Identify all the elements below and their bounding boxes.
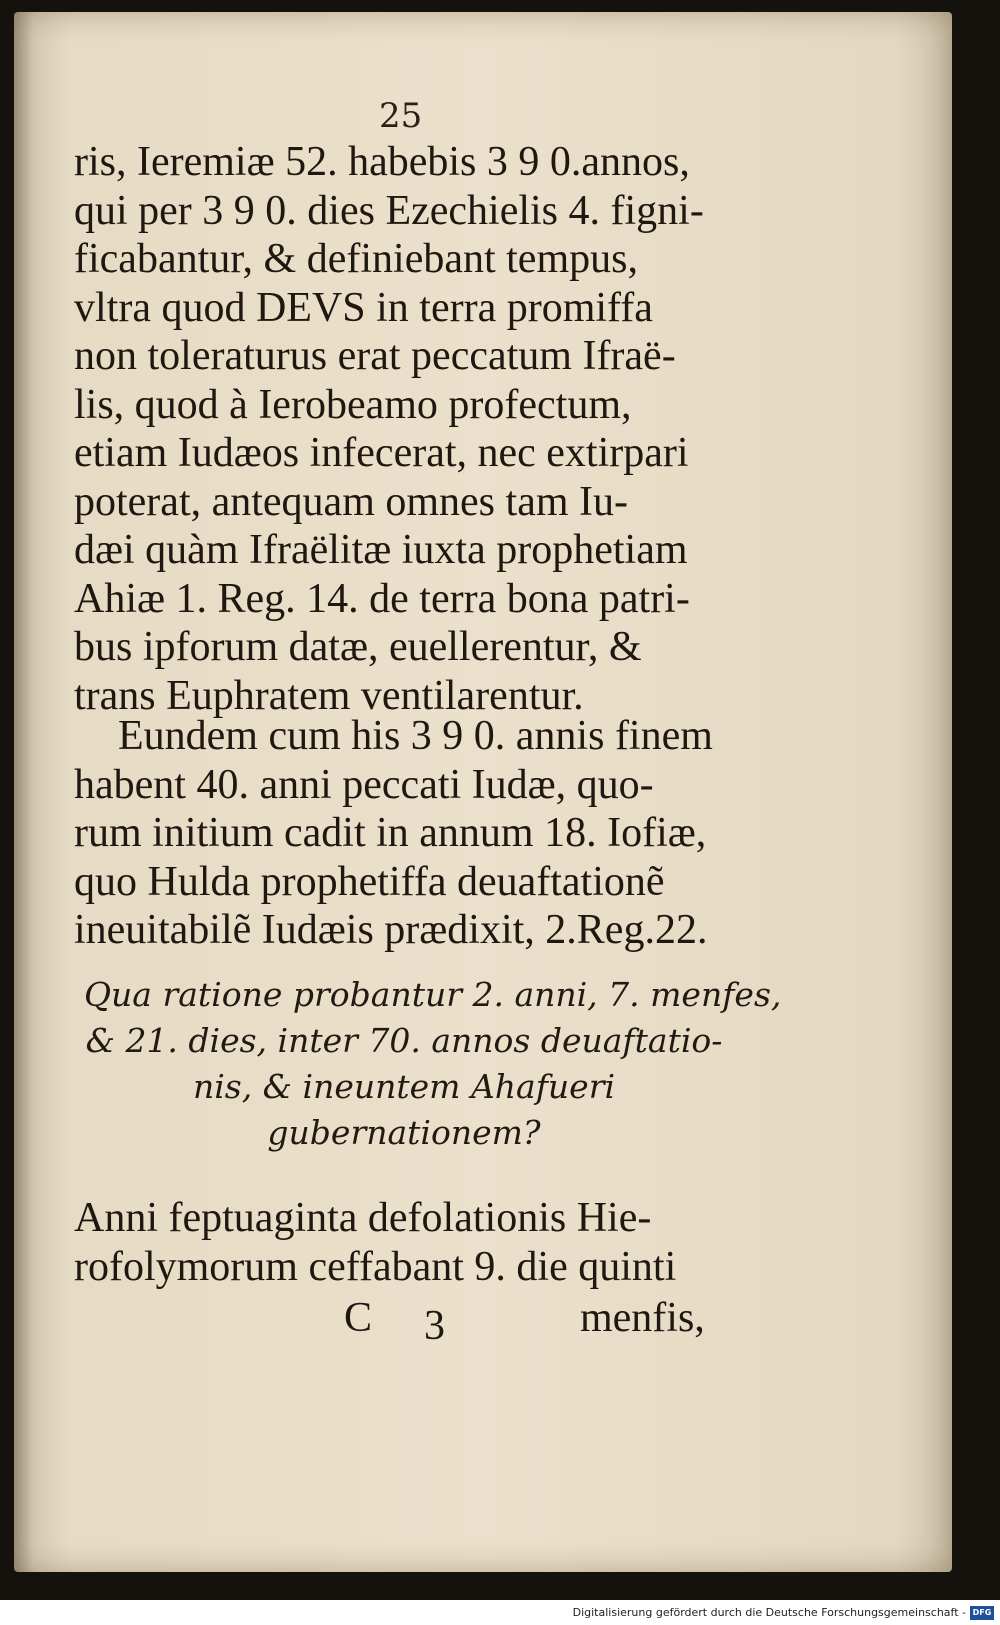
paragraph-2 (74, 712, 734, 955)
paragraph-1-line: ficabantur, & definiebant tempus, (74, 236, 638, 282)
question-heading-line: gubernationem? (267, 1113, 541, 1152)
paragraph-2-line: rum initium cadit in annum 18. Iofiæ, (74, 810, 707, 856)
paragraph-1-line: ris, Ieremiæ 52. habebis 3 9 0.annos, (74, 139, 690, 185)
paragraph-2-line: Eundem cum his 3 9 0. annis finem (118, 713, 713, 759)
paragraph-2-line: quo Hulda prophetiffa deuaftationẽ (74, 858, 665, 905)
paragraph-1-line: lis, quod à Ierobeamo profectum, (74, 381, 632, 428)
page-number: 25 (379, 96, 423, 136)
paragraph-1 (74, 138, 734, 720)
paragraph-3-line: Anni feptuaginta defolationis Hie- (74, 1195, 652, 1241)
paragraph-2-line: habent 40. anni peccati Iudæ, quo- (74, 761, 654, 808)
paragraph-3 (74, 1194, 734, 1291)
paragraph-1-line: non toleraturus erat peccatum Ifraë- (74, 333, 676, 379)
question-heading-line: nis, & ineuntem Ahafueri (192, 1067, 616, 1106)
paragraph-1-line: etiam Iudæos infecerat, nec extirpari (74, 430, 689, 476)
signature-mark: C (344, 1295, 373, 1341)
question-heading (84, 972, 782, 1156)
signature-number: 3 (424, 1303, 445, 1349)
paragraph-1-line: trans Euphratem ventilarentur. (74, 672, 584, 719)
catchword: menfis, (580, 1295, 705, 1341)
paragraph-1-line: vltra quod DEVS in terra promiffa (74, 284, 653, 331)
footer-bar (0, 1603, 1000, 1625)
paragraph-1-line: poterat, antequam omnes tam Iu- (74, 478, 628, 525)
paragraph-1-line: dæi quàm Ifraëlitæ iuxta prophetiam (74, 527, 688, 573)
paragraph-2-line: ineuitabilẽ Iudæis prædixit, 2.Reg.22. (74, 907, 708, 953)
paragraph-1-line: Ahiæ 1. Reg. 14. de terra bona patri- (74, 575, 690, 622)
dfg-logo: DFG (970, 1606, 994, 1620)
paragraph-1-line: bus ipforum datæ, euellerentur, & (74, 624, 642, 670)
paragraph-1-line: qui per 3 9 0. dies Ezechielis 4. figni- (74, 187, 704, 234)
funding-notice: Digitalisierung gefördert durch die Deutsche Forschungsgemeinschaft - (572, 1606, 966, 1619)
book-page (14, 12, 952, 1572)
question-heading-line: Qua ratione probantur 2. anni, 7. menfes, (84, 975, 782, 1014)
paragraph-3-line: rofolymorum ceffabant 9. die quinti (74, 1243, 677, 1290)
question-heading-line: & 21. dies, inter 70. annos deuaftatio- (85, 1021, 723, 1060)
